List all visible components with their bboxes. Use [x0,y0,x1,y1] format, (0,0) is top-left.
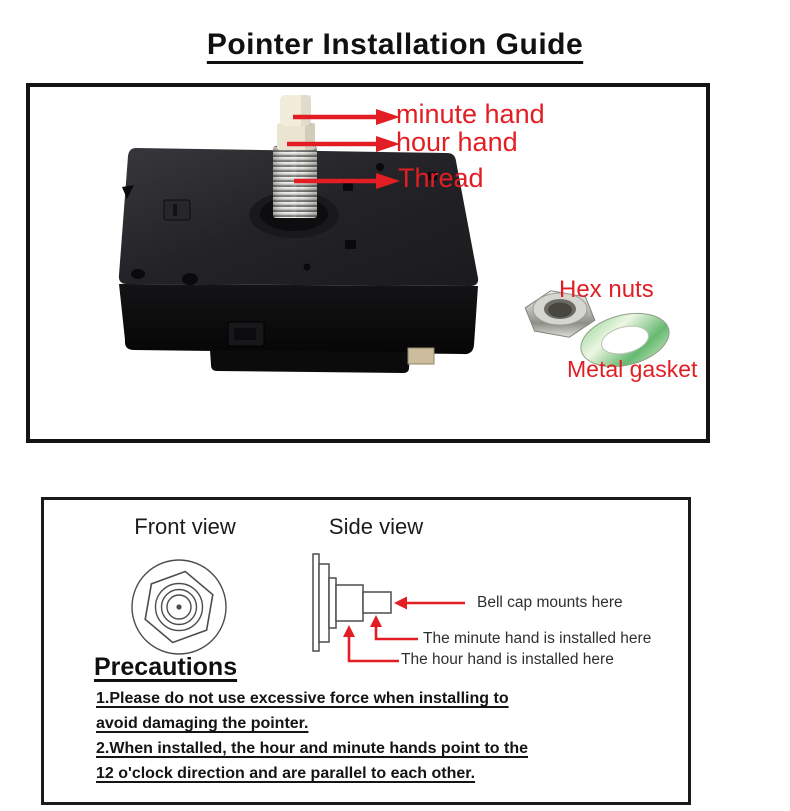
hex-nuts-label: Hex nuts [559,276,654,303]
precaution-item-2-line-2: 12 o'clock direction and are parallel to each other. [96,765,476,782]
minute-hand-callout-label: minute hand [396,99,545,129]
photo-panel [26,83,710,443]
side-view-label: Side view [328,514,424,539]
bell-cap-note: Bell cap mounts here [477,594,623,611]
front-view-label: Front view [134,514,236,539]
hour-hand-callout-label: hour hand [396,127,518,157]
front-view-drawing [132,560,226,654]
page-title: Pointer Installation Guide [206,28,584,61]
minute-hand-note: The minute hand is installed here [423,630,652,647]
precaution-item-2-line-1: 2.When installed, the hour and minute hands point to the [96,740,528,757]
clock-movement-photo [30,87,706,439]
hour-hand-note: The hour hand is installed here [401,651,614,668]
precautions-heading: Precautions [94,653,238,681]
precaution-item-1-line-1: 1.Please do not use excessive force when installing to [96,690,509,707]
hanger-tab [408,348,434,364]
precaution-item-1-line-2: avoid damaging the pointer. [96,715,309,732]
thread-callout-label: Thread [398,163,484,193]
diagram-panel [41,497,691,805]
metal-gasket-label: Metal gasket [567,356,698,382]
